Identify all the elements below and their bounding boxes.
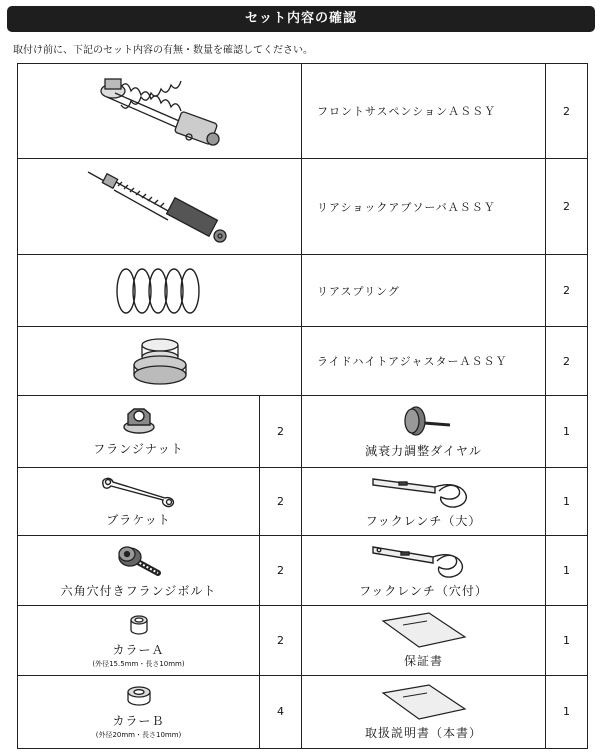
item-cell <box>302 396 546 467</box>
item-quantity: 1 <box>546 675 588 748</box>
front-suspension-image-cell <box>18 64 302 159</box>
item-cell <box>18 605 260 675</box>
item-name: カラーＢ <box>112 714 165 729</box>
table-row <box>18 535 588 605</box>
item-quantity: 1 <box>546 467 588 535</box>
item-cell <box>302 535 546 605</box>
item-name: フランジナット <box>93 442 184 457</box>
item-name: カラーＡ <box>112 642 165 657</box>
item-name: フロントサスペンションＡＳＳＹ <box>302 64 546 159</box>
item-name: 取扱説明書（本書） <box>364 725 482 740</box>
item-quantity: 1 <box>546 535 588 605</box>
set-contents-table <box>17 63 588 749</box>
item-quantity: 2 <box>260 396 302 467</box>
item-spec: (外径15.5mm・長さ10mm) <box>92 659 185 668</box>
front-suspension-icon <box>85 69 235 154</box>
item-quantity: 2 <box>546 327 588 396</box>
item-cell <box>302 675 546 748</box>
page-header: セット内容の確認 <box>7 6 595 32</box>
item-name: フックレンチ（大） <box>365 514 482 529</box>
item-spec: (外径20mm・長さ10mm) <box>95 731 182 740</box>
item-name: ブラケット <box>106 513 171 528</box>
item-name: 保証書 <box>403 654 443 669</box>
table-row <box>18 159 588 255</box>
damping-dial-icon <box>394 403 454 439</box>
warranty-card-icon <box>379 611 469 649</box>
item-name: 六角穴付きフランジボルト <box>60 584 217 599</box>
item-name: ライドハイトアジャスターＡＳＳＹ <box>302 327 546 396</box>
hook-wrench-large-icon <box>369 473 479 509</box>
table-row <box>18 467 588 535</box>
table-row <box>18 64 588 159</box>
ride-height-adjuster-image-cell <box>18 327 302 396</box>
item-cell <box>18 467 260 535</box>
item-cell <box>18 535 260 605</box>
item-name: フックレンチ（穴付） <box>359 584 488 599</box>
hex-socket-flange-bolt-icon <box>114 541 164 579</box>
item-quantity: 1 <box>546 605 588 675</box>
instruction-manual-icon <box>379 683 469 721</box>
item-cell <box>302 605 546 675</box>
item-name: リアショックアブソーバＡＳＳＹ <box>302 159 546 255</box>
instruction-note: 取付け前に、下記のセット内容の有無・数量を確認してください。 <box>13 45 313 56</box>
item-cell <box>18 396 260 467</box>
flange-nut-icon <box>122 405 156 437</box>
table-row <box>18 605 588 675</box>
bracket-icon <box>97 474 181 508</box>
item-quantity: 2 <box>260 535 302 605</box>
hook-wrench-holed-icon <box>369 541 479 579</box>
collar-b-icon <box>124 683 154 709</box>
item-cell <box>302 467 546 535</box>
rear-shock-icon <box>80 162 240 252</box>
ride-height-adjuster-icon <box>125 331 195 391</box>
item-quantity: 2 <box>260 605 302 675</box>
rear-spring-icon <box>110 262 210 320</box>
item-quantity: 1 <box>546 396 588 467</box>
item-quantity: 2 <box>546 255 588 327</box>
item-name: リアスプリング <box>302 255 546 327</box>
rear-spring-image-cell <box>18 255 302 327</box>
table-row <box>18 675 588 748</box>
collar-a-icon <box>126 612 152 638</box>
rear-shock-image-cell <box>18 159 302 255</box>
table-row <box>18 255 588 327</box>
table-row <box>18 327 588 396</box>
item-quantity: 2 <box>546 159 588 255</box>
item-name: 減衰力調整ダイヤル <box>365 444 482 459</box>
item-quantity: 2 <box>260 467 302 535</box>
table-row <box>18 396 588 467</box>
item-quantity: 4 <box>260 675 302 748</box>
item-quantity: 2 <box>546 64 588 159</box>
item-cell <box>18 675 260 748</box>
